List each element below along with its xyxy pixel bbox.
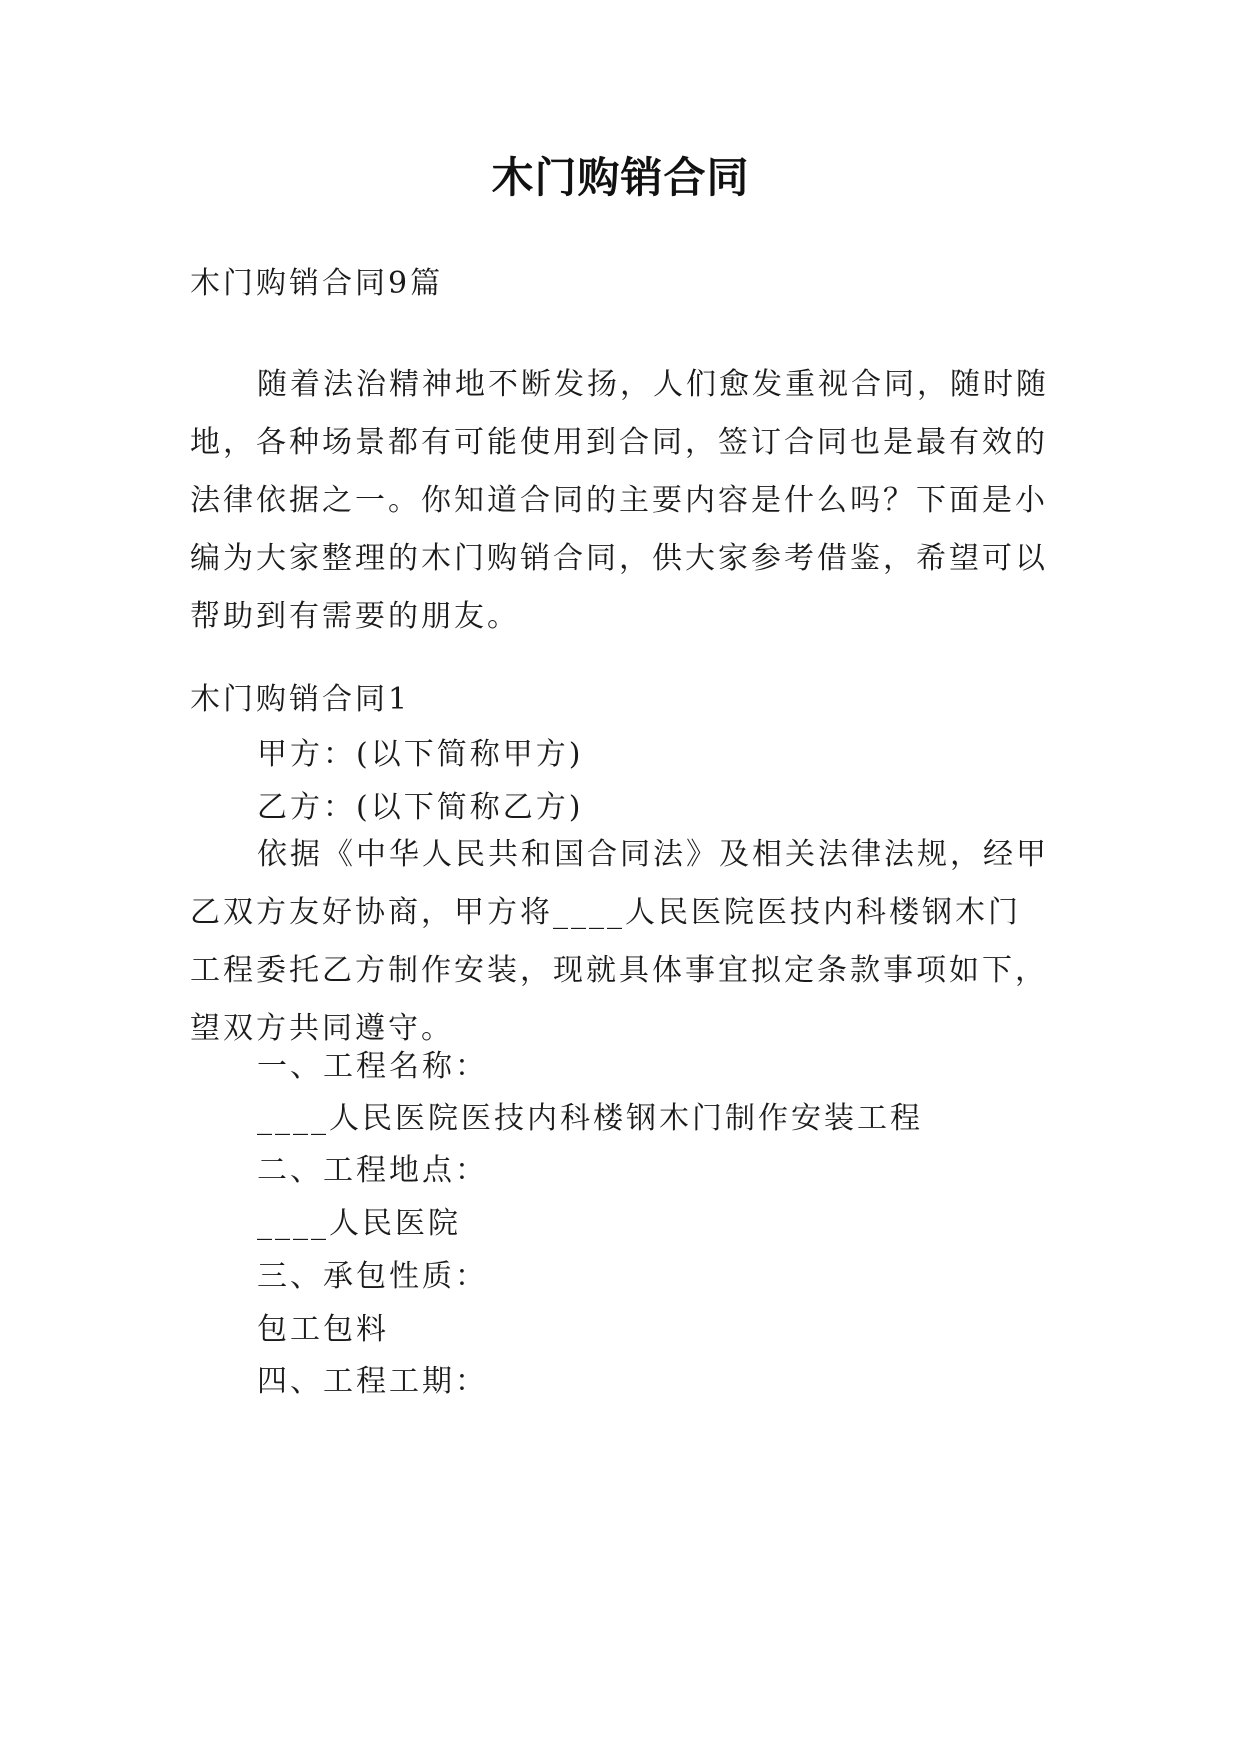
item-project-name-value: ____人民医院医技内科楼钢木门制作安装工程 (257, 1101, 923, 1136)
item-contract-nature-heading: 三、承包性质： (257, 1259, 488, 1294)
party-b-line: 乙方：(以下简称乙方) (257, 790, 584, 825)
party-a-line: 甲方：(以下简称甲方) (257, 737, 584, 772)
item-project-name-heading: 一、工程名称： (257, 1049, 488, 1084)
document-title: 木门购销合同 (491, 153, 750, 202)
document-subtitle: 木门购销合同9篇 (190, 266, 444, 301)
item-project-period-heading: 四、工程工期： (257, 1364, 488, 1399)
item-project-location-heading: 二、工程地点： (257, 1153, 488, 1188)
item-project-location-value: ____人民医院 (257, 1206, 461, 1241)
intro-paragraph: 随着法治精神地不断发扬，人们愈发重视合同，随时随地，各种场景都有可能使用到合同，签订合同也是最有效的法律依据之一。你知道合同的主要内容是什么吗？下面是小编为大家整理的木门购销合同，供大家参考借鉴，希望可以帮助到有需要的朋友。 (190, 367, 1049, 634)
section-heading: 木门购销合同1 (190, 682, 411, 717)
basis-paragraph: 依据《中华人民共和国合同法》及相关法律法规，经甲乙双方友好协商，甲方将____人民医院医技内科楼钢木门工程委托乙方制作安装，现就具体事宜拟定条款事项如下，望双方共同遵守。 (190, 837, 1049, 1046)
item-contract-nature-value: 包工包料 (257, 1312, 389, 1347)
